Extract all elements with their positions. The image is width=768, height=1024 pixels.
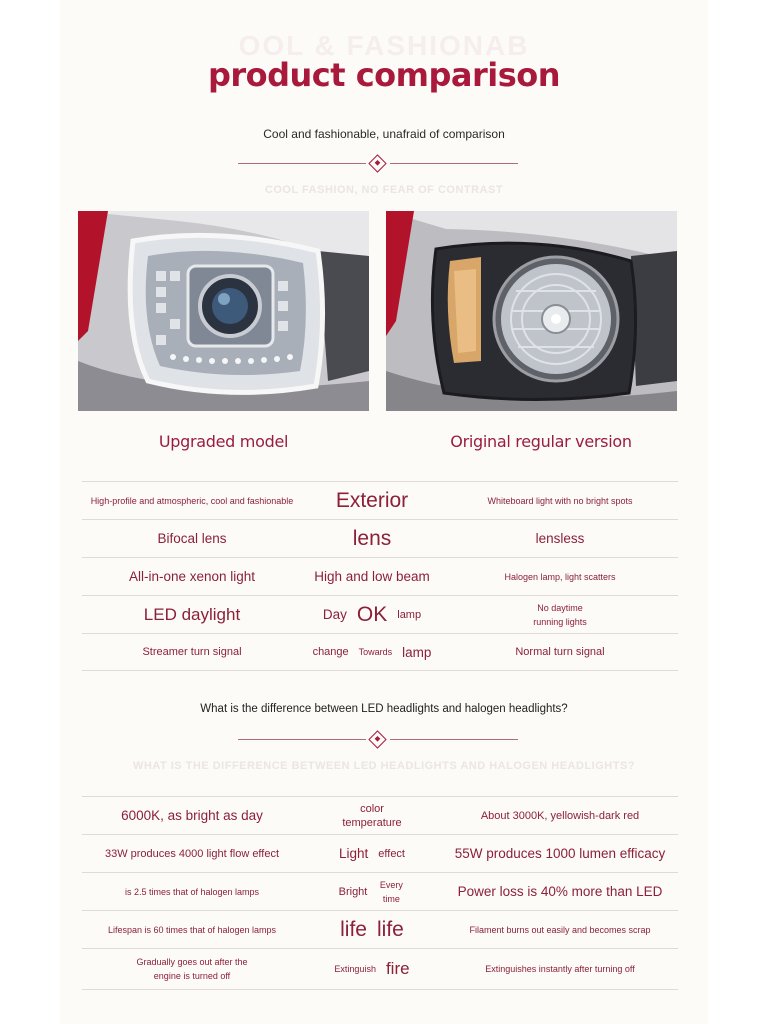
halogen-cell: Extinguishes instantly after turning off — [485, 964, 635, 974]
section-question: What is the difference between LED headlights and halogen headlights? — [200, 703, 568, 715]
comparison-table-led-halogen — [82, 796, 678, 990]
halogen-cell: Power loss is 40% more than LED — [457, 884, 663, 899]
table-row — [82, 633, 678, 671]
halogen-cell: Filament burns out easily and becomes scrap — [469, 924, 651, 935]
feature-cell: High and low beam — [314, 569, 430, 584]
original-model-label: Original regular version — [450, 432, 632, 451]
led-cell: Gradually goes out after the engine is turned off — [136, 957, 248, 981]
feature-word: Light — [339, 846, 369, 861]
feature-cell — [302, 596, 442, 633]
divider-ornament — [238, 157, 518, 171]
page-subtitle: Cool and fashionable, unafraid of comparison — [263, 127, 505, 141]
feature-word: Day — [322, 607, 347, 622]
original-cell: No daytime running lights — [533, 602, 587, 627]
feature-word: Every time — [379, 879, 403, 904]
halogen-cell: 55W produces 1000 lumen efficacy — [454, 846, 666, 861]
original-cell: Halogen lamp, light scatters — [504, 571, 616, 582]
divider-ornament — [238, 733, 518, 747]
feature-word: Bright — [338, 885, 368, 898]
upgraded-model-label: Upgraded model — [158, 432, 289, 451]
ghost-caption: COOL FASHION, NO FEAR OF CONTRAST — [264, 184, 504, 196]
halogen-cell: About 3000K, yellowish-dark red — [480, 809, 640, 822]
feature-word: life — [377, 917, 404, 941]
table-row — [82, 872, 678, 910]
upgraded-cell: Bifocal lens — [157, 531, 227, 546]
table-row — [82, 519, 678, 557]
feature-word: OK — [356, 602, 388, 626]
upgraded-cell: All-in-one xenon light — [128, 569, 256, 584]
feature-word: Towards — [358, 647, 393, 657]
table-row — [82, 481, 678, 519]
feature-cell: lens — [352, 526, 392, 550]
upgraded-cell: LED daylight — [143, 604, 241, 624]
upgraded-headlight-image — [78, 211, 369, 411]
table-row — [82, 557, 678, 595]
upgraded-cell: High-profile and atmospheric, cool and fashionable — [90, 495, 294, 506]
feature-word: lamp — [397, 608, 422, 621]
ghost-title: OOL & FASHIONAB — [238, 30, 530, 61]
feature-cell: Exterior — [335, 488, 409, 512]
feature-cell — [302, 911, 442, 948]
table-row — [82, 796, 678, 834]
feature-word: life — [340, 917, 367, 941]
page-title: product comparison — [207, 56, 561, 94]
led-cell: 33W produces 4000 light flow effect — [104, 847, 280, 860]
original-cell: Whiteboard light with no bright spots — [487, 495, 633, 506]
comparison-table-features — [82, 481, 678, 671]
feature-word: fire — [385, 959, 410, 978]
feature-word: change — [312, 646, 349, 658]
feature-cell — [302, 835, 442, 872]
feature-cell — [302, 873, 442, 910]
original-cell: Normal turn signal — [515, 646, 605, 658]
feature-cell — [302, 634, 442, 670]
feature-word: lamp — [402, 644, 432, 660]
table-row — [82, 910, 678, 948]
feature-cell — [302, 949, 442, 989]
upgraded-cell: Streamer turn signal — [142, 646, 242, 658]
led-cell: 6000K, as bright as day — [121, 808, 263, 823]
table-row — [82, 948, 678, 990]
diamond-icon — [368, 730, 386, 748]
feature-cell: color temperature — [342, 802, 402, 829]
original-headlight-image — [386, 211, 677, 411]
feature-word: Extinguish — [334, 964, 376, 974]
ghost-caption: WHAT IS THE DIFFERENCE BETWEEN LED HEADLIGHTS AND HALOGEN HEADLIGHTS? — [133, 760, 635, 772]
led-cell: is 2.5 times that of halogen lamps — [124, 886, 260, 897]
diamond-icon — [368, 154, 386, 172]
original-cell: lensless — [535, 531, 585, 546]
feature-word: effect — [378, 847, 405, 860]
table-row — [82, 595, 678, 633]
led-cell: Lifespan is 60 times that of halogen lamps — [107, 924, 277, 935]
table-row — [82, 834, 678, 872]
